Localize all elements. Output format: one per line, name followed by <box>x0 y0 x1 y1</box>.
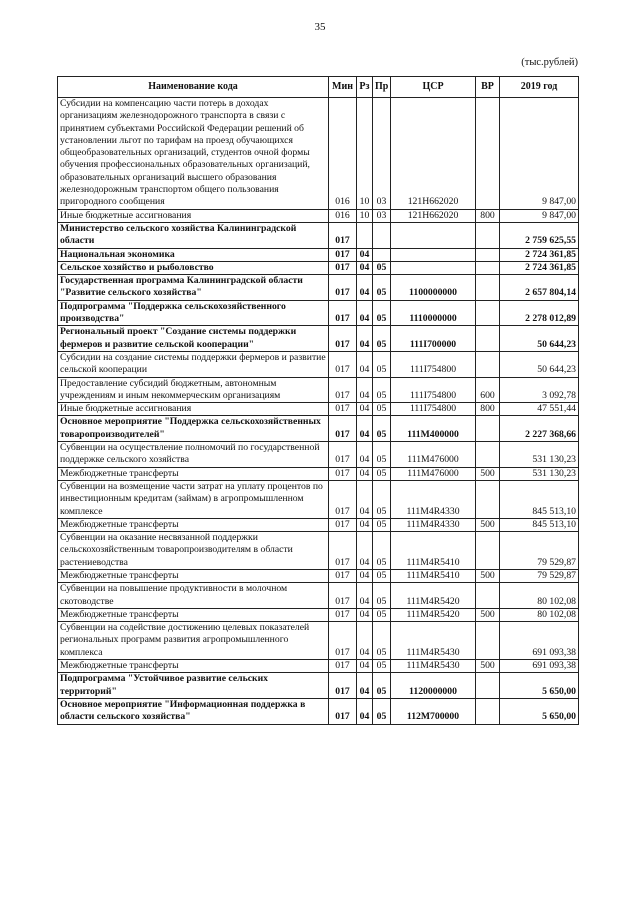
cell-csr: 111M4R5420 <box>391 608 476 621</box>
cell-rz: 04 <box>357 416 373 442</box>
table-header-row <box>58 77 579 98</box>
cell-name: Межбюджетные трансферты <box>58 608 329 621</box>
cell-name: Субвенции на содействие достижению целевых показателей региональных программ развития агропромышленного комплекса <box>58 622 329 660</box>
cell-amount: 80 102,08 <box>500 608 579 621</box>
cell-rz: 04 <box>357 569 373 582</box>
cell-amount: 531 130,23 <box>500 467 579 480</box>
cell-csr: 111M400000 <box>391 416 476 442</box>
cell-pr: 05 <box>373 660 391 673</box>
cell-name: Межбюджетные трансферты <box>58 467 329 480</box>
header-min: Мин <box>329 77 357 98</box>
cell-amount: 691 093,38 <box>500 622 579 660</box>
cell-rz: 04 <box>357 518 373 531</box>
cell-vr: 800 <box>476 403 500 416</box>
cell-name: Субсидии на создание системы поддержки фермеров и развитие сельской кооперации <box>58 351 329 377</box>
cell-amount: 50 644,23 <box>500 326 579 352</box>
table-row <box>58 248 579 261</box>
cell-name: Иные бюджетные ассигнования <box>58 209 329 222</box>
cell-rz: 04 <box>357 261 373 274</box>
cell-vr <box>476 442 500 468</box>
cell-rz: 10 <box>357 209 373 222</box>
cell-min: 017 <box>329 698 357 724</box>
cell-pr: 05 <box>373 442 391 468</box>
cell-csr: 111M476000 <box>391 442 476 468</box>
cell-rz: 04 <box>357 467 373 480</box>
cell-rz: 04 <box>357 351 373 377</box>
cell-min: 017 <box>329 403 357 416</box>
cell-rz: 04 <box>357 660 373 673</box>
cell-rz: 04 <box>357 673 373 699</box>
table-row <box>58 467 579 480</box>
cell-csr: 1120000000 <box>391 673 476 699</box>
table-body <box>58 98 579 725</box>
cell-name: Межбюджетные трансферты <box>58 569 329 582</box>
cell-rz <box>357 222 373 248</box>
table-row <box>58 403 579 416</box>
cell-amount: 80 102,08 <box>500 583 579 609</box>
cell-vr <box>476 583 500 609</box>
cell-pr: 05 <box>373 261 391 274</box>
cell-pr: 05 <box>373 467 391 480</box>
table-row <box>58 532 579 570</box>
header-name: Наименование кода <box>58 77 329 98</box>
cell-name: Основное мероприятие "Поддержка сельскохозяйственных товаропроизводителей" <box>58 416 329 442</box>
cell-csr <box>391 222 476 248</box>
cell-pr <box>373 222 391 248</box>
cell-amount: 2 724 361,85 <box>500 248 579 261</box>
cell-vr <box>476 300 500 326</box>
cell-min: 017 <box>329 300 357 326</box>
table-row <box>58 275 579 301</box>
cell-pr: 05 <box>373 608 391 621</box>
cell-rz: 04 <box>357 622 373 660</box>
cell-vr <box>476 98 500 210</box>
table-row <box>58 608 579 621</box>
table-row <box>58 442 579 468</box>
cell-name: Субвенции на осуществление полномочий по государственной поддержке сельского хозяйства <box>58 442 329 468</box>
cell-rz: 04 <box>357 442 373 468</box>
cell-vr <box>476 480 500 518</box>
cell-min: 017 <box>329 480 357 518</box>
table-row <box>58 351 579 377</box>
header-pr: Пр <box>373 77 391 98</box>
cell-pr: 05 <box>373 673 391 699</box>
cell-csr: 111M4R4330 <box>391 480 476 518</box>
table-row <box>58 98 579 210</box>
cell-min: 017 <box>329 326 357 352</box>
cell-csr: 121Н662020 <box>391 98 476 210</box>
cell-csr: 112M700000 <box>391 698 476 724</box>
cell-csr: 111I754800 <box>391 377 476 403</box>
cell-rz: 04 <box>357 532 373 570</box>
cell-name: Национальная экономика <box>58 248 329 261</box>
cell-min: 017 <box>329 518 357 531</box>
cell-name: Государственная программа Калининградской области "Развитие сельского хозяйства" <box>58 275 329 301</box>
table-row <box>58 622 579 660</box>
cell-csr: 111M4R5410 <box>391 569 476 582</box>
cell-name: Министерство сельского хозяйства Калининградской области <box>58 222 329 248</box>
table-row <box>58 300 579 326</box>
cell-amount: 845 513,10 <box>500 480 579 518</box>
cell-min: 017 <box>329 569 357 582</box>
table-row <box>58 261 579 274</box>
cell-amount: 50 644,23 <box>500 351 579 377</box>
cell-min: 017 <box>329 261 357 274</box>
cell-amount: 79 529,87 <box>500 532 579 570</box>
table-row <box>58 583 579 609</box>
table-row <box>58 698 579 724</box>
cell-min: 017 <box>329 608 357 621</box>
cell-csr: 111I754800 <box>391 351 476 377</box>
cell-min: 017 <box>329 377 357 403</box>
cell-min: 016 <box>329 209 357 222</box>
cell-pr: 05 <box>373 416 391 442</box>
cell-amount: 2 657 804,14 <box>500 275 579 301</box>
cell-name: Подпрограмма "Устойчивое развитие сельских территорий" <box>58 673 329 699</box>
cell-vr: 600 <box>476 377 500 403</box>
cell-rz: 04 <box>357 275 373 301</box>
cell-csr: 111M4R5420 <box>391 583 476 609</box>
table-row <box>58 377 579 403</box>
cell-amount: 2 759 625,55 <box>500 222 579 248</box>
cell-name: Субсидии на компенсацию части потерь в доходах организациям железнодорожного транспорта в связи с принятием субъектами Российской Федерации решений об установлении льгот по тарифам на проезд обучающихся общеобразовательных организаций, студентов очной формы обучения профессиональных образовательных организаций, образовательных организаций высшего образования железнодорожным транспортом общего пользования пригородного сообщения <box>58 98 329 210</box>
cell-vr <box>476 326 500 352</box>
cell-csr: 1100000000 <box>391 275 476 301</box>
table-row <box>58 416 579 442</box>
cell-csr: 111M476000 <box>391 467 476 480</box>
cell-vr <box>476 222 500 248</box>
cell-vr <box>476 673 500 699</box>
header-csr: ЦСР <box>391 77 476 98</box>
units-label: (тыс.рублей) <box>521 57 578 68</box>
cell-min: 017 <box>329 622 357 660</box>
cell-csr: 111M4R4330 <box>391 518 476 531</box>
cell-csr: 111I700000 <box>391 326 476 352</box>
cell-amount: 79 529,87 <box>500 569 579 582</box>
cell-min: 017 <box>329 660 357 673</box>
cell-csr: 111I754800 <box>391 403 476 416</box>
cell-min: 017 <box>329 583 357 609</box>
cell-name: Субвенции на оказание несвязанной поддержки сельскохозяйственным товаропроизводителям в области растениеводства <box>58 532 329 570</box>
cell-amount: 5 650,00 <box>500 673 579 699</box>
cell-pr: 05 <box>373 300 391 326</box>
cell-min: 017 <box>329 532 357 570</box>
cell-csr: 1110000000 <box>391 300 476 326</box>
table-row <box>58 569 579 582</box>
cell-pr: 05 <box>373 698 391 724</box>
cell-name: Иные бюджетные ассигнования <box>58 403 329 416</box>
cell-pr: 05 <box>373 532 391 570</box>
cell-pr: 05 <box>373 351 391 377</box>
header-year: 2019 год <box>500 77 579 98</box>
cell-rz: 04 <box>357 608 373 621</box>
cell-amount: 47 551,44 <box>500 403 579 416</box>
table-row <box>58 518 579 531</box>
cell-vr: 500 <box>476 569 500 582</box>
cell-pr: 05 <box>373 622 391 660</box>
budget-table <box>57 76 579 725</box>
cell-vr: 800 <box>476 209 500 222</box>
cell-pr: 05 <box>373 377 391 403</box>
cell-pr: 03 <box>373 209 391 222</box>
cell-amount: 691 093,38 <box>500 660 579 673</box>
cell-min: 017 <box>329 467 357 480</box>
cell-pr: 05 <box>373 326 391 352</box>
cell-pr: 05 <box>373 480 391 518</box>
cell-vr <box>476 416 500 442</box>
cell-vr: 500 <box>476 467 500 480</box>
cell-csr <box>391 261 476 274</box>
cell-vr <box>476 351 500 377</box>
cell-vr: 500 <box>476 518 500 531</box>
cell-rz: 04 <box>357 377 373 403</box>
cell-vr: 500 <box>476 608 500 621</box>
cell-amount: 531 130,23 <box>500 442 579 468</box>
table-row <box>58 326 579 352</box>
cell-amount: 845 513,10 <box>500 518 579 531</box>
header-vr: ВР <box>476 77 500 98</box>
cell-csr: 111M4R5430 <box>391 660 476 673</box>
cell-amount: 9 847,00 <box>500 209 579 222</box>
cell-pr: 05 <box>373 403 391 416</box>
cell-rz: 04 <box>357 300 373 326</box>
cell-min: 017 <box>329 351 357 377</box>
cell-amount: 3 092,78 <box>500 377 579 403</box>
header-rz: Рз <box>357 77 373 98</box>
cell-rz: 04 <box>357 248 373 261</box>
cell-vr <box>476 261 500 274</box>
cell-min: 016 <box>329 98 357 210</box>
cell-csr: 111M4R5410 <box>391 532 476 570</box>
cell-pr <box>373 248 391 261</box>
table-row <box>58 660 579 673</box>
cell-name: Сельское хозяйство и рыболовство <box>58 261 329 274</box>
cell-rz: 04 <box>357 583 373 609</box>
page-number: 35 <box>314 21 326 33</box>
cell-name: Подпрограмма "Поддержка сельскохозяйственного производства" <box>58 300 329 326</box>
cell-csr: 111M4R5430 <box>391 622 476 660</box>
cell-rz: 04 <box>357 698 373 724</box>
table-row <box>58 480 579 518</box>
cell-min: 017 <box>329 222 357 248</box>
cell-rz: 10 <box>357 98 373 210</box>
cell-name: Предоставление субсидий бюджетным, автономным учреждениям и иным некоммерческим организациям <box>58 377 329 403</box>
table-row <box>58 222 579 248</box>
cell-pr: 05 <box>373 583 391 609</box>
table-row <box>58 209 579 222</box>
cell-name: Межбюджетные трансферты <box>58 660 329 673</box>
cell-amount: 5 650,00 <box>500 698 579 724</box>
cell-min: 017 <box>329 275 357 301</box>
cell-amount: 9 847,00 <box>500 98 579 210</box>
cell-name: Субвенции на возмещение части затрат на уплату процентов по инвестиционным кредитам (займам) в агропромышленном комплексе <box>58 480 329 518</box>
cell-name: Региональный проект "Создание системы поддержки фермеров и развитие сельской кооперации" <box>58 326 329 352</box>
cell-vr <box>476 698 500 724</box>
cell-name: Субвенции на повышение продуктивности в молочном скотоводстве <box>58 583 329 609</box>
cell-pr: 03 <box>373 98 391 210</box>
cell-name: Основное мероприятие "Информационная поддержка в области сельского хозяйства" <box>58 698 329 724</box>
table-row <box>58 673 579 699</box>
cell-amount: 2 724 361,85 <box>500 261 579 274</box>
cell-min: 017 <box>329 416 357 442</box>
cell-vr <box>476 532 500 570</box>
cell-pr: 05 <box>373 518 391 531</box>
cell-vr <box>476 622 500 660</box>
cell-min: 017 <box>329 442 357 468</box>
cell-rz: 04 <box>357 326 373 352</box>
cell-rz: 04 <box>357 403 373 416</box>
cell-vr <box>476 248 500 261</box>
cell-amount: 2 278 012,89 <box>500 300 579 326</box>
cell-pr: 05 <box>373 569 391 582</box>
cell-rz: 04 <box>357 480 373 518</box>
cell-min: 017 <box>329 673 357 699</box>
cell-name: Межбюджетные трансферты <box>58 518 329 531</box>
cell-vr <box>476 275 500 301</box>
cell-csr: 121Н662020 <box>391 209 476 222</box>
cell-vr: 500 <box>476 660 500 673</box>
cell-min: 017 <box>329 248 357 261</box>
cell-amount: 2 227 368,66 <box>500 416 579 442</box>
cell-csr <box>391 248 476 261</box>
cell-pr: 05 <box>373 275 391 301</box>
